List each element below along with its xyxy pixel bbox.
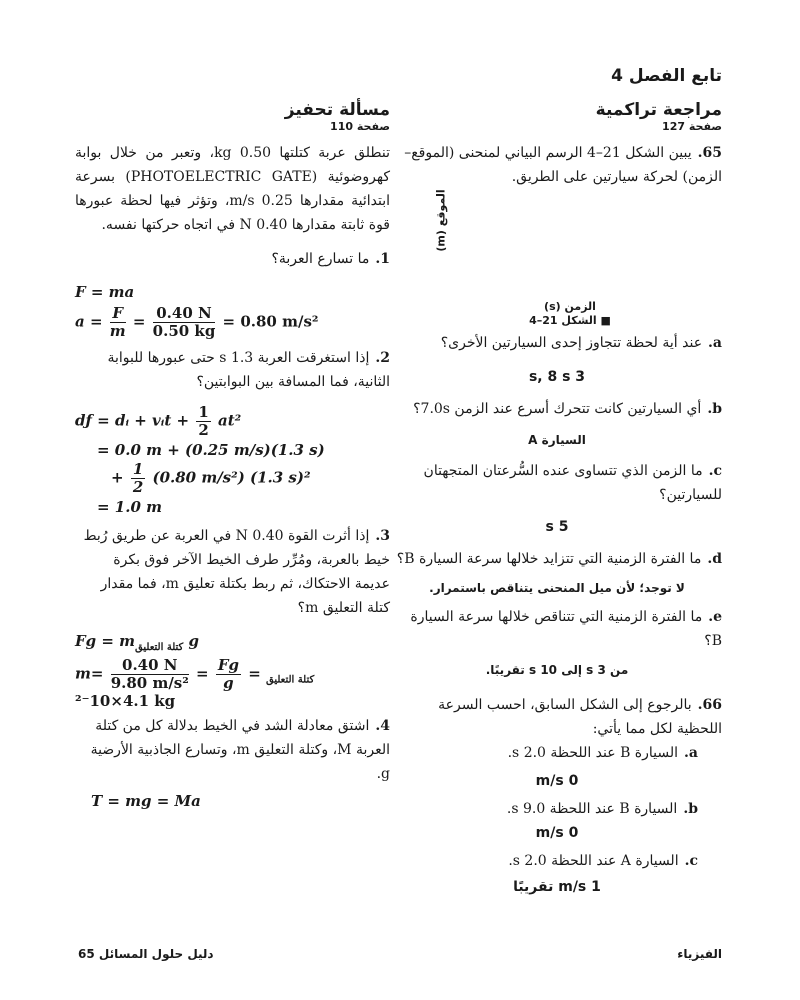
chapter-heading: تابع الفصل 4 — [611, 66, 722, 86]
sub-label: c. — [708, 463, 722, 479]
section-page: صفحة 110 — [330, 120, 390, 133]
figure-y-axis-label: الموقع (m) — [434, 189, 448, 252]
answer-65c: 5 s — [545, 519, 569, 535]
question-65c — [392, 459, 722, 507]
sub-text: ما الزمن الذي تتساوى عنده السُّرعتان المتجهتان للسيارتين؟ — [423, 463, 722, 503]
equation-distance-result: = 1.0 m — [97, 498, 162, 516]
section-title: مراجعة تراكمية — [595, 100, 722, 120]
question-text: ما تسارع العربة؟ — [271, 251, 370, 267]
answer-65b: السيارة A — [528, 433, 586, 447]
footer-subject: الفيزياء — [677, 947, 722, 961]
question-text: يبين الشكل 21–4 الرسم البياني لمنحنى (الموقع–الزمن) لحركة سيارتين على الطريق. — [404, 145, 722, 185]
question-number: 65. — [697, 145, 722, 161]
question-4 — [75, 714, 390, 786]
question-1 — [75, 247, 390, 271]
equation-hanging-mass: m $_{كتلة التعليق}$ = $\frac{Fg}{g}$ = $\frac{0.40 N}{\text{9.80 m/s²}}$ = 4.1×10⁻² kg — [75, 656, 315, 710]
equation-distance-step3: + $\frac{1}{2}$ (0.80 m/s²) (1.3 s)² — [111, 460, 311, 496]
eq-lhs: a = — [75, 312, 103, 331]
figure-number: ■ الشكل 21–4 — [529, 314, 611, 327]
equation-distance-step2: = 0.0 m + (0.25 m/s)(1.3 s) — [97, 441, 325, 459]
figure-x-axis-label: الزمن (s) — [544, 300, 596, 313]
answer-66a: 0 m/s — [535, 773, 579, 789]
question-number: 66. — [697, 697, 722, 713]
question-65b — [392, 397, 722, 421]
question-65d — [392, 547, 722, 571]
problem-intro: تنطلق عربة كتلتها 0.50 kg، وتعبر من خلال بوابة كهروضوئية (PHOTOELECTRIC GATE) بسرعة ابتدائية مقدارها 0.25 m/s، وتؤثر فيها لحظة عبورها قوة ثابتة مقدارها 0.40 N في اتجاه حركتها نفسه. — [75, 145, 391, 233]
equation-weight: $Fg = m_{كتلة التعليق}$ g — [75, 632, 200, 653]
question-text: اشتق معادلة الشد في الخيط بدلالة كل من كتلة العربة M، وكتلة التعليق m، وتسارع الجاذبية الأرضية g. — [90, 718, 390, 782]
section-title: مسألة تحفيز — [284, 100, 390, 120]
eq-result: = 0.80 m/s² — [222, 312, 319, 331]
answer-65d: لا توجد؛ لأن ميل المنحنى يتناقص باستمرار. — [429, 581, 685, 595]
fraction-fg-over-g: $\frac{Fg}{g}$ — [217, 656, 239, 692]
question-66 — [392, 693, 722, 741]
equation-tension: T = mg = Ma — [91, 792, 201, 810]
answer-66c: 1 m/s تقريبًا — [513, 879, 601, 895]
sub-label: c. — [684, 853, 698, 869]
fraction-half: $\frac{1}{2}$ — [198, 403, 209, 439]
question-number: 1. — [375, 251, 390, 267]
question-66c — [392, 849, 722, 873]
question-2 — [75, 346, 390, 394]
sub-text: ما الفترة الزمنية التي تتناقص خلالها سرعة السيارة B؟ — [410, 609, 722, 649]
question-number: 4. — [375, 718, 390, 734]
sub-text: أي السيارتين كانت تتحرك أسرع عند الزمن 7.0s؟ — [413, 401, 702, 417]
question-text: إذا استغرقت العربة 1.3 s حتى عبورها للبوابة الثانية، فما المسافة بين البوابتين؟ — [107, 350, 390, 390]
left-column — [75, 100, 390, 810]
sub-label: b. — [707, 401, 722, 417]
equation-newton: F = ma — [75, 283, 135, 301]
sub-text: السيارة B عند اللحظة 2.0 s. — [507, 745, 679, 761]
question-3 — [75, 524, 390, 620]
figure-caption — [520, 300, 620, 328]
eq-equals: = — [132, 312, 146, 331]
sub-text: السيارة A عند اللحظة 2.0 s. — [508, 853, 679, 869]
fraction-half: $\frac{1}{2}$ — [132, 460, 144, 496]
question-66b — [392, 797, 722, 821]
fraction-values: $\frac{0.40 N}{0.50 kg}$ — [152, 304, 216, 340]
answer-65e: من 3 s إلى 10 s تقريبًا. — [485, 663, 629, 677]
question-66a — [392, 741, 722, 765]
sub-label: e. — [708, 609, 722, 625]
fraction-f-over-m: $\frac{F}{m}$ — [109, 304, 126, 340]
equation-distance: dƒ = dᵢ + vᵢt + $\frac{1}{2}$ at² — [75, 403, 242, 439]
sub-text: عند أية لحظة تتجاوز إحدى السيارتين الأخرى؟ — [440, 335, 703, 351]
section-page: صفحة 127 — [662, 120, 722, 133]
answer-66b: 0 m/s — [535, 825, 579, 841]
sub-label: a. — [684, 745, 698, 761]
answer-65a: 3 s, 8 s — [528, 369, 586, 385]
question-text: بالرجوع إلى الشكل السابق، احسب السرعة اللحظية لكل مما يأتي: — [438, 697, 722, 737]
equation-acceleration — [75, 305, 390, 340]
question-65a — [392, 331, 722, 355]
question-65 — [392, 141, 722, 189]
question-text: إذا أثرت القوة 0.40 N في العربة عن طريق رُبط خيط بالعربة، ومُرِّر طرف الخيط الآخر فوق بكرة عديمة الاحتكاك، ثم ربط بكتلة تعليق m، فما مقدار كتلة التعليق m؟ — [83, 528, 390, 616]
question-number: 2. — [375, 350, 390, 366]
sub-text: السيارة B عند اللحظة 9.0 s. — [506, 801, 678, 817]
footer-book-title: دليل حلول المسائل 65 — [78, 947, 214, 961]
question-number: 3. — [375, 528, 390, 544]
sub-label: b. — [683, 801, 698, 817]
question-65e — [392, 605, 722, 653]
sub-text: ما الفترة الزمنية التي تتزايد خلالها سرعة السيارة B؟ — [396, 551, 702, 567]
sub-label: d. — [707, 551, 722, 567]
sub-label: a. — [708, 335, 722, 351]
fraction-values: $\frac{0.40 N}{\text{9.80 m/s²}}$ — [110, 656, 189, 692]
